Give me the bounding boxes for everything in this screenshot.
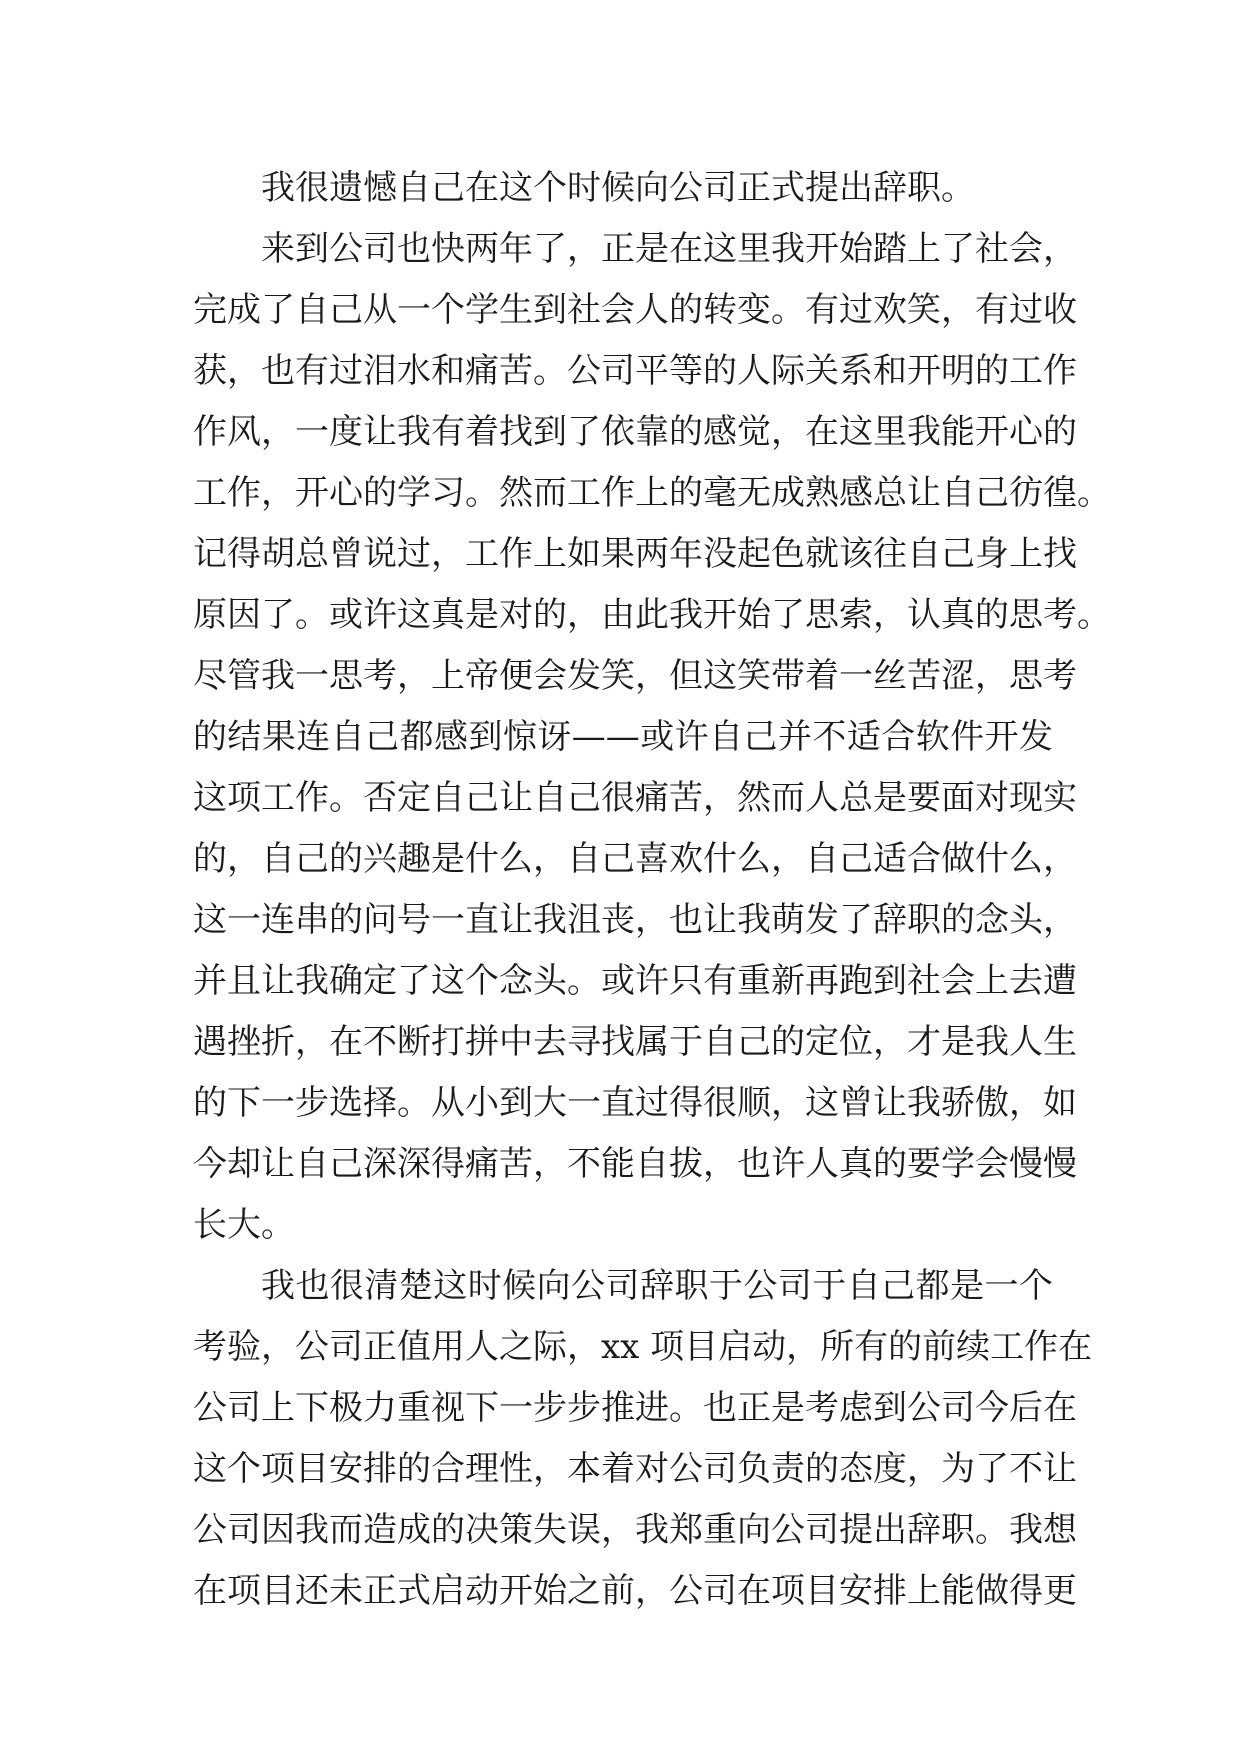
text-line: 长大。 — [193, 1205, 295, 1245]
text-line: 并且让我确定了这个念头。或许只有重新再跑到社会上去遭 — [193, 961, 1077, 1001]
text-line: 我很遗憾自己在这个时候向公司正式提出辞职。 — [261, 168, 975, 208]
text-line: 记得胡总曾说过，工作上如果两年没起色就该往自己身上找 — [193, 534, 1077, 574]
text-line: 这项工作。否定自己让自己很痛苦，然而人总是要面对现实 — [193, 778, 1077, 818]
text-line: 这个项目安排的合理性，本着对公司负责的态度，为了不让 — [193, 1449, 1077, 1489]
text-line: 来到公司也快两年了，正是在这里我开始踏上了社会， — [261, 229, 1077, 269]
text-line: 作风，一度让我有着找到了依靠的感觉，在这里我能开心的 — [193, 412, 1077, 452]
text-line: 原因了。或许这真是对的，由此我开始了思索，认真的思考。 — [193, 595, 1111, 635]
text-line: 完成了自己从一个学生到社会人的转变。有过欢笑，有过收 — [193, 290, 1077, 330]
text-line: 这一连串的问号一直让我沮丧，也让我萌发了辞职的念头， — [193, 900, 1077, 940]
text-line: 今却让自己深深得痛苦，不能自拔，也许人真的要学会慢慢 — [193, 1144, 1077, 1184]
text-line: 的下一步选择。从小到大一直过得很顺，这曾让我骄傲，如 — [193, 1083, 1077, 1123]
text-line: 公司因我而造成的决策失误，我郑重向公司提出辞职。我想 — [193, 1510, 1077, 1550]
text-line: 获，也有过泪水和痛苦。公司平等的人际关系和开明的工作 — [193, 351, 1077, 391]
text-line: 遇挫折，在不断打拼中去寻找属于自己的定位，才是我人生 — [193, 1022, 1077, 1062]
text-line: 考验，公司正值用人之际，xx 项目启动，所有的前续工作在 — [193, 1327, 1093, 1367]
text-line: 的结果连自己都感到惊讶——或许自己并不适合软件开发 — [193, 717, 1053, 757]
text-line: 的，自己的兴趣是什么，自己喜欢什么，自己适合做什么， — [193, 839, 1077, 879]
letter-body — [193, 158, 1111, 1622]
text-line: 我也很清楚这时候向公司辞职于公司于自己都是一个 — [261, 1266, 1053, 1306]
text-line: 在项目还未正式启动开始之前，公司在项目安排上能做得更 — [193, 1571, 1077, 1611]
text-line: 公司上下极力重视下一步步推进。也正是考虑到公司今后在 — [193, 1388, 1077, 1428]
text-line: 尽管我一思考，上帝便会发笑，但这笑带着一丝苦涩，思考 — [193, 656, 1077, 696]
text-line: 工作，开心的学习。然而工作上的毫无成熟感总让自己彷徨。 — [193, 473, 1111, 513]
